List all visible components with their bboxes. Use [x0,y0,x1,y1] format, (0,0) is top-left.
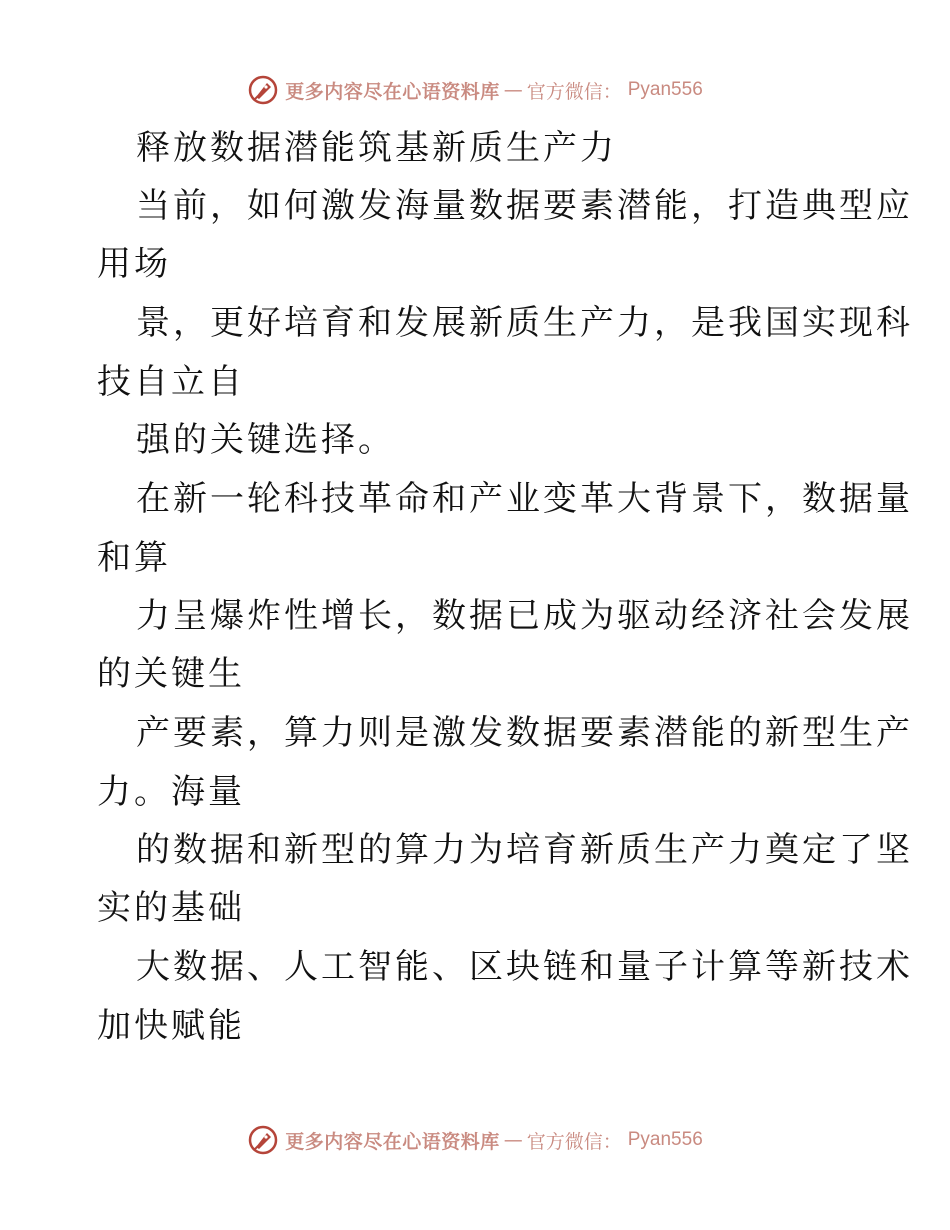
paragraph-line: 的数据和新型的算力为培育新质生产力奠定了坚 [136,830,913,870]
watermark-dash: — [503,1129,523,1151]
paragraph-line: 的关键生 [97,654,245,694]
paragraph-line: 力。海量 [97,772,245,812]
paragraph-line: 加快赋能 [97,1006,245,1046]
paragraph-line: 用场 [97,244,171,284]
paragraph-line: 大数据、人工智能、区块链和量子计算等新技术 [136,947,913,987]
watermark-official-label: 官方微信： [526,1130,622,1153]
watermark-brand: 更多内容尽在心语资料库 [285,1130,500,1153]
paragraph-line: 强的关键选择。 [136,420,395,460]
watermark-wechat-id: Pyan556 [627,1129,703,1150]
paragraph-line: 景，更好培育和发展新质生产力，是我国实现科 [136,303,913,343]
footer-watermark [0,1120,950,1160]
paragraph-line: 和算 [97,538,171,578]
paragraph-line: 力呈爆炸性增长，数据已成为驱动经济社会发展 [136,596,913,636]
watermark-dash: — [503,79,523,101]
document-title: 释放数据潜能筑基新质生产力 [136,128,617,168]
paragraph-line: 当前，如何激发海量数据要素潜能，打造典型应 [136,186,913,226]
pen-nib-logo-icon [247,74,279,106]
paragraph-line: 技自立自 [97,362,245,402]
header-watermark [0,70,950,110]
paragraph-line: 在新一轮科技革命和产业变革大背景下，数据量 [136,479,913,519]
watermark-brand: 更多内容尽在心语资料库 [285,80,500,103]
paragraph-line: 产要素，算力则是激发数据要素潜能的新型生产 [136,713,913,753]
watermark-official-label: 官方微信： [526,80,622,103]
paragraph-line: 实的基础 [97,888,245,928]
pen-nib-logo-icon [247,1124,279,1156]
watermark-wechat-id: Pyan556 [627,79,703,100]
